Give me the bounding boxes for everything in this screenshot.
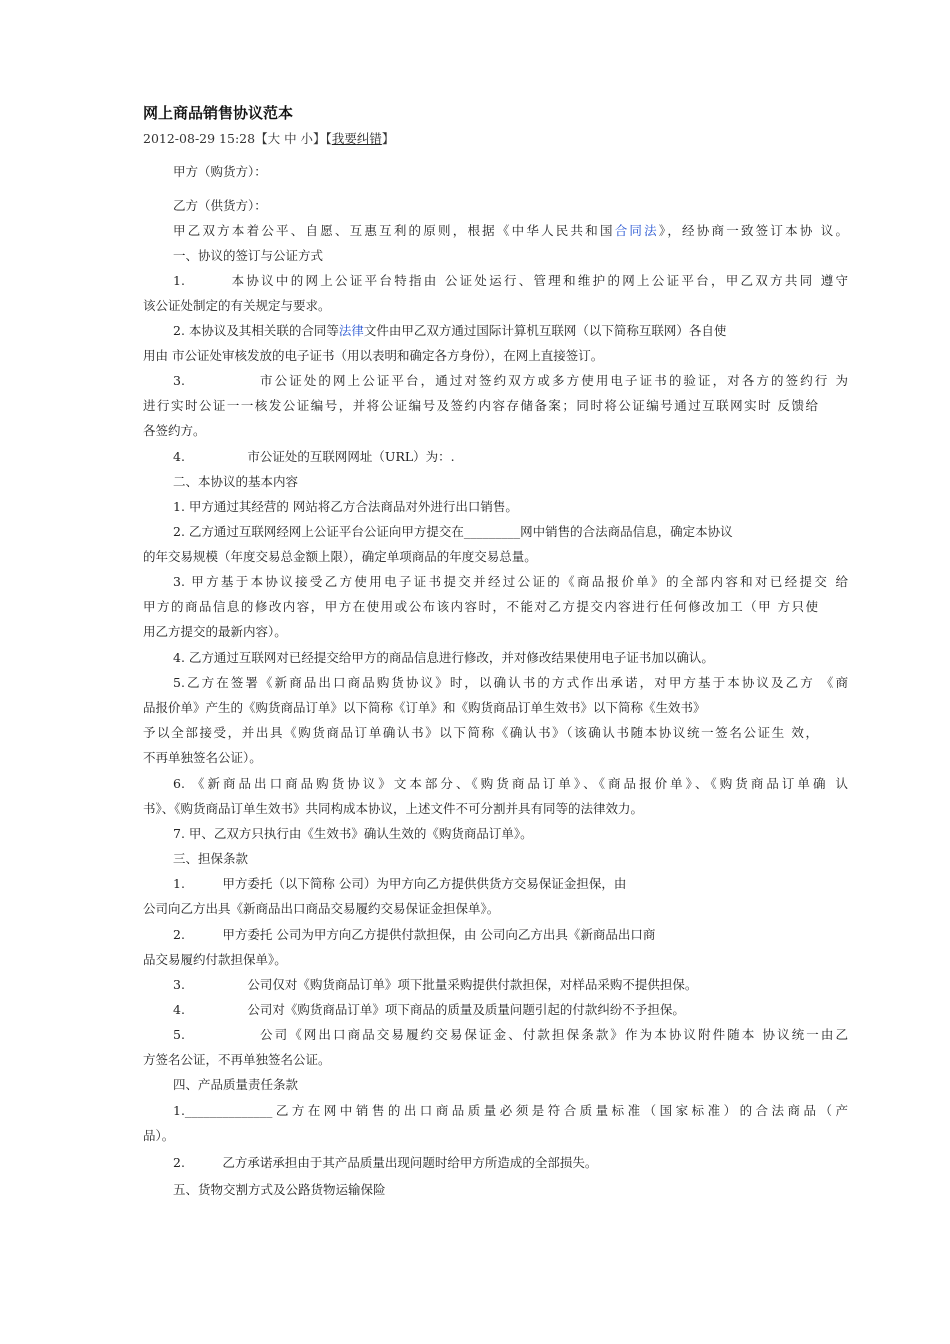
text-segment: 2. 本协议及其相关联的合同等 <box>173 323 339 338</box>
text-line: 1.______________乙方在网中销售的出口商品质量必须是符合质量标准（国家标准）的合法商品（产 <box>173 1103 848 1118</box>
text-line: 2. 乙方通过互联网经网上公证平台公证向甲方提交在_________网中销售的合法商品信息，确定本协议 <box>173 524 733 539</box>
text-line: 1. 甲方通过其经营的 网站将乙方合法商品对外进行出口销售。 <box>173 499 518 514</box>
text-line: 方签名公证，不再单独签名公证。 <box>143 1052 331 1067</box>
page-title: 网上商品销售协议范本 <box>143 104 294 122</box>
text-line: 予以全部接受，并出具《购货商品订单确认书》以下简称《确认书》（该确认书随本协议统一签名公证生 效， <box>143 725 818 740</box>
text-line: 的年交易规模（年度交易总金额上限），确定单项商品的年度交易总量。 <box>143 549 537 564</box>
text-line: 品报价单》产生的《购货商品订单》以下简称《订单》和《购货商品订单生效书》以下简称《生效书》 <box>143 700 706 715</box>
text-line: 7. 甲、乙双方只执行由《生效书》确认生效的《购货商品订单》。 <box>173 826 533 841</box>
publish-datetime: 2012-08-29 15:28 <box>143 131 256 146</box>
text-line: 不再单独签名公证）。 <box>143 750 262 765</box>
contract-law-link[interactable]: 合同法 <box>614 223 659 238</box>
text-line: 该公证处制定的有关规定与要求。 <box>143 298 331 313</box>
text-line: 进行实时公证一一核发公证编号，并将公证编号及签约内容存储备案；同时将公证编号通过互联网实时 反馈给 <box>143 398 818 413</box>
text-line: 2. 乙方承诺承担由于其产品质量出现问题时给甲方所造成的全部损失。 <box>173 1155 598 1170</box>
law-link[interactable]: 法律 <box>338 323 364 338</box>
report-link-part-a[interactable]: 我要 <box>331 131 357 146</box>
section-heading-1: 一、协议的签订与公证方式 <box>173 248 324 263</box>
text-line: 4. 公司对《购货商品订单》项下商品的质量及质量问题引起的付款纠纷不予担保。 <box>173 1002 685 1017</box>
text-line: 3. 公司仅对《购货商品订单》项下批量采购提供付款担保，对样品采购不提供担保。 <box>173 977 698 992</box>
section-heading-2: 二、本协议的基本内容 <box>173 474 299 489</box>
section-heading-3: 三、担保条款 <box>173 851 249 866</box>
text-line: 1. 甲方委托（以下简称 公司）为甲方向乙方提供供货方交易保证金担保，由 <box>173 876 627 891</box>
article-meta <box>143 129 394 147</box>
text-line: 2. 甲方委托 公司为甲方向乙方提供付款担保，由 公司向乙方出具《新商品出口商 <box>173 927 656 942</box>
text-line: 4. 市公证处的互联网网址（URL）为：. <box>173 449 455 464</box>
party-b-line: 乙方（供货方）： <box>173 198 267 213</box>
text-line: 4. 乙方通过互联网对已经提交给甲方的商品信息进行修改，并对修改结果使用电子证书加以确认。 <box>173 650 714 665</box>
text-line: 品交易履约付款担保单》。 <box>143 952 287 967</box>
bracket-mid: 】【 <box>313 131 332 146</box>
text-line: 6. 《新商品出口商品购货协议》文本部分、《购货商品订单》、《商品报价单》、《购货商品订单确 认 <box>173 776 848 791</box>
text-line: 5. 公司《网出口商品交易履约交易保证金、付款担保条款》作为本协议附件随本 协议统一由乙 <box>173 1027 848 1042</box>
bracket-close: 】 <box>381 131 395 146</box>
bracket-open: 【 <box>255 131 268 146</box>
preamble-paragraph <box>143 223 848 239</box>
report-link-part-b[interactable]: 纠错 <box>356 131 382 146</box>
text-line: 书》、《购货商品订单生效书》共同构成本协议，上述文件不可分割并具有同等的法律效力。 <box>143 801 644 816</box>
section-heading-4: 四、产品质量责任条款 <box>173 1077 299 1092</box>
font-size-options[interactable]: 大 中 小 <box>267 131 314 146</box>
text-line: 3. 甲方基于本协议接受乙方使用电子证书提交并经过公证的《商品报价单》的全部内容和对已经提交 给 <box>173 574 848 589</box>
text-line: 3. 市公证处的网上公证平台，通过对签约双方或多方使用电子证书的验证，对各方的签约行 为 <box>173 373 848 388</box>
text-segment: 文件由甲乙双方通过国际计算机互联网（以下简称互联网）各自使 <box>363 323 727 338</box>
text-line: 5.乙方在签署《新商品出口商品购货协议》时，以确认书的方式作出承诺，对甲方基于本协议及乙方 《商 <box>173 675 848 690</box>
text-line: 公司向乙方出具《新商品出口商品交易履约交易保证金担保单》。 <box>143 901 500 916</box>
text-line: 用由 市公证处审核发放的电子证书（用以表明和确定各方身份），在网上直接签订。 <box>143 348 604 363</box>
text-line: 用乙方提交的最新内容）。 <box>143 624 287 639</box>
text-line: 甲方的商品信息的修改内容，甲方在使用或公布该内容时，不能对乙方提交内容进行任何修改加工（甲 方只使 <box>143 599 818 614</box>
preamble-text-b: 》，经协商一致签订本协 议。 <box>658 223 848 238</box>
party-a-line: 甲方（购货方）： <box>173 164 267 179</box>
text-line: 1. 本协议中的网上公证平台特指由 公证处运行、管理和维护的网上公证平台，甲乙双方共同 遵守 <box>173 273 848 288</box>
text-line: 各签约方。 <box>143 423 206 438</box>
section-heading-5: 五、货物交割方式及公路货物运输保险 <box>173 1182 386 1197</box>
preamble-text-a: 甲乙双方本着公平、自愿、互惠互利的原则，根据《中华人民共和国 <box>173 223 615 238</box>
text-line: 品）。 <box>143 1128 175 1143</box>
text-line <box>143 323 848 339</box>
